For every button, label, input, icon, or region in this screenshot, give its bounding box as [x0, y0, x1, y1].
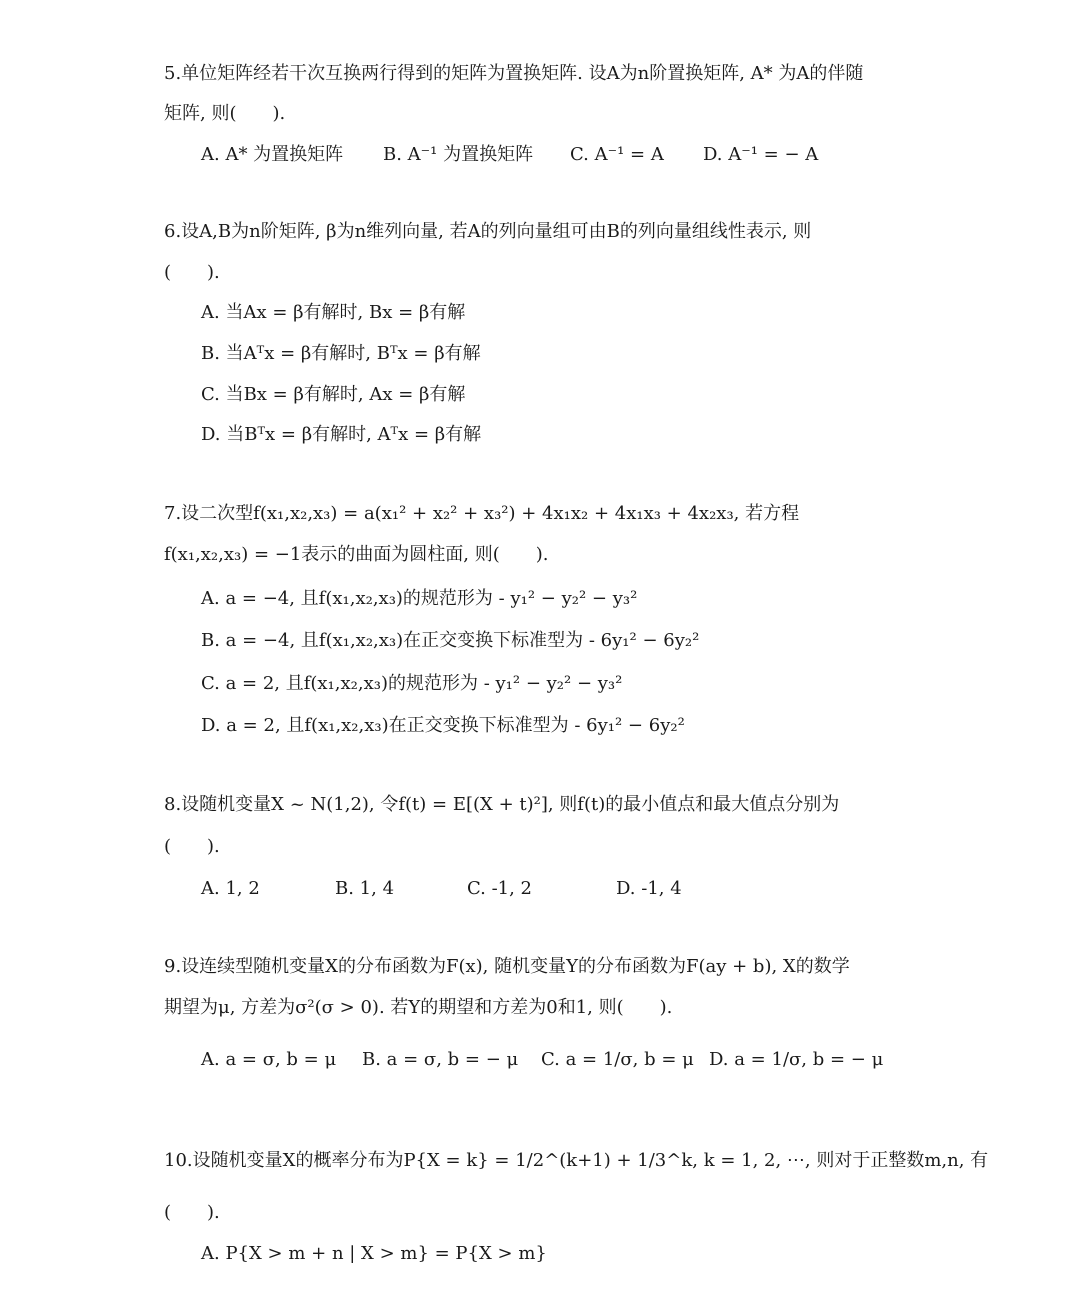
q8-option-a: A. 1, 2: [201, 878, 260, 899]
q7-option-a: A. a = −4, 且f(x₁,x₂,x₃)的规范形为 - y₁² − y₂² − y₃²: [201, 588, 638, 609]
q6-stem-line-1: 6.设A,B为n阶矩阵, β为n维列向量, 若A的列向量组可由B的列向量组线性表示, 则: [164, 221, 812, 242]
q6-option-b: B. 当Aᵀx = β有解时, Bᵀx = β有解: [201, 343, 481, 364]
q5-stem-line-2: 矩阵, 则( ).: [164, 103, 286, 124]
q8-option-d: D. -1, 4: [616, 878, 682, 899]
q8-option-c: C. -1, 2: [467, 878, 533, 899]
q8-stem-line-1: 8.设随机变量X ~ N(1,2), 令f(t) = E[(X + t)²], 则f(t)的最小值点和最大值点分别为: [164, 794, 840, 815]
q9-stem-line-1: 9.设连续型随机变量X的分布函数为F(x), 随机变量Y的分布函数为F(ay + b), X的数学: [164, 956, 850, 977]
q5-option-a: A. A* 为置换矩阵: [201, 144, 344, 165]
q5-option-b: B. A⁻¹ 为置换矩阵: [383, 144, 534, 165]
q7-option-c: C. a = 2, 且f(x₁,x₂,x₃)的规范形为 - y₁² − y₂² − y₃²: [201, 673, 623, 694]
q5-option-c: C. A⁻¹ = A: [570, 144, 664, 165]
q7-stem-line-2: f(x₁,x₂,x₃) = −1表示的曲面为圆柱面, 则( ).: [164, 544, 549, 565]
q7-option-b: B. a = −4, 且f(x₁,x₂,x₃)在正交变换下标准型为 - 6y₁² − 6y₂²: [201, 630, 700, 651]
q6-option-c: C. 当Bx = β有解时, Ax = β有解: [201, 384, 466, 405]
q5-stem-line-1: 5.单位矩阵经若干次互换两行得到的矩阵为置换矩阵. 设A为n阶置换矩阵, A* 为A的伴随: [164, 63, 864, 84]
q10-stem-line-1: 10.设随机变量X的概率分布为P{X = k} = 1/2^(k+1) + 1/3^k, k = 1, 2, ⋯, 则对于正整数m,n, 有: [164, 1150, 989, 1171]
q9-option-d: D. a = 1/σ, b = − μ: [709, 1049, 884, 1070]
q10-stem-line-2: ( ).: [164, 1202, 220, 1223]
q8-stem-line-2: ( ).: [164, 836, 220, 857]
q8-option-b: B. 1, 4: [335, 878, 395, 899]
q9-option-c: C. a = 1/σ, b = μ: [541, 1049, 694, 1070]
q6-stem-line-2: ( ).: [164, 262, 220, 283]
q10-option-a: A. P{X > m + n | X > m} = P{X > m}: [201, 1243, 547, 1264]
q6-option-a: A. 当Ax = β有解时, Bx = β有解: [201, 302, 466, 323]
q7-option-d: D. a = 2, 且f(x₁,x₂,x₃)在正交变换下标准型为 - 6y₁² − 6y₂²: [201, 715, 685, 736]
q5-option-d: D. A⁻¹ = − A: [703, 144, 819, 165]
q9-stem-line-2: 期望为μ, 方差为σ²(σ > 0). 若Y的期望和方差为0和1, 则( ).: [164, 997, 673, 1018]
q7-stem-line-1: 7.设二次型f(x₁,x₂,x₃) = a(x₁² + x₂² + x₃²) + 4x₁x₂ + 4x₁x₃ + 4x₂x₃, 若方程: [164, 503, 800, 524]
q9-option-b: B. a = σ, b = − μ: [362, 1049, 519, 1070]
q9-option-a: A. a = σ, b = μ: [201, 1049, 337, 1070]
q6-option-d: D. 当Bᵀx = β有解时, Aᵀx = β有解: [201, 424, 482, 445]
